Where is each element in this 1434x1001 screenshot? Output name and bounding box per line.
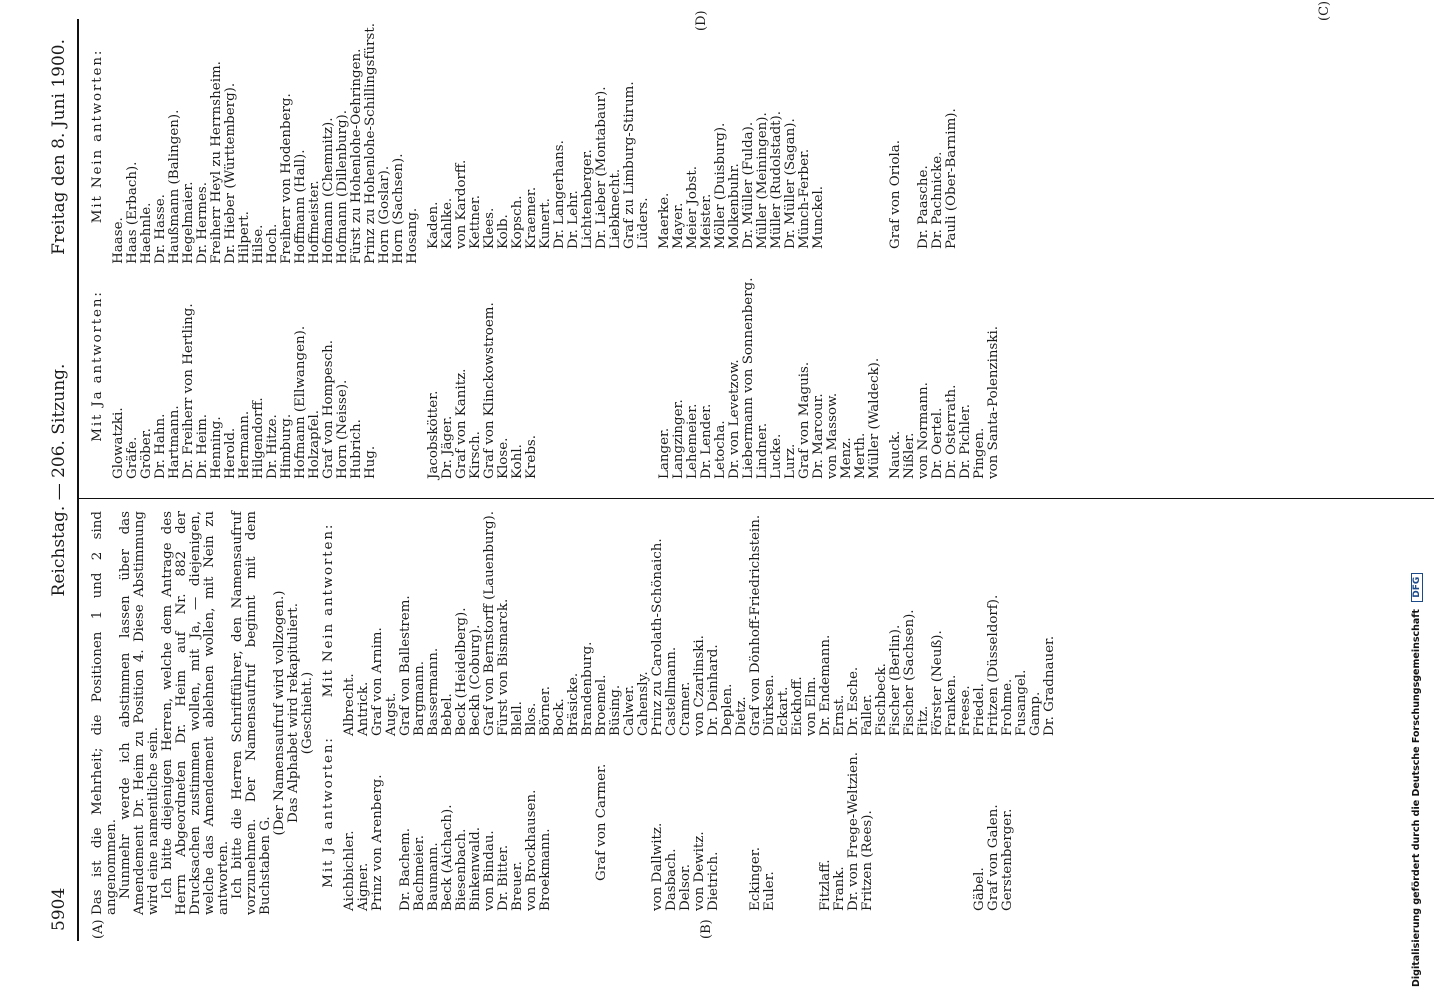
member-name: Gamp.	[1028, 691, 1043, 736]
nein-list-k	[427, 23, 651, 253]
margin-mark-b: (B)	[699, 919, 714, 939]
member-name: Fitz.	[916, 705, 931, 736]
member-name: Frank.	[832, 866, 847, 911]
member-name: Kraemer.	[524, 186, 539, 249]
header-date: Freitag den 8. Juni 1900.	[49, 39, 69, 255]
member-name: Kunert.	[538, 198, 553, 249]
member-name: Dr. Pachnicke.	[930, 151, 945, 249]
intro-paragraph-3: Ich bitte diejenigen Herren, welche dem Antrage des Herrn Abgeordneten Dr. Heim auf Nr. 882 der Drucksachen zustimmen wollen, mit Ja, — diejenigen, welche das Amendement ablehnen wollen, mit Nein zu antworten.	[160, 511, 231, 915]
member-name: Hosang.	[405, 207, 420, 264]
member-name: Haehnle.	[139, 202, 154, 264]
member-name: Merth.	[853, 432, 868, 479]
member-name: Klose.	[496, 437, 511, 479]
member-name: Freiherr Heyl zu Herrnsheim.	[209, 61, 224, 264]
member-name: Baumann.	[426, 842, 441, 911]
member-name: Horn (Neisse).	[335, 379, 350, 479]
member-name: Lurz.	[783, 443, 798, 479]
member-name: Fischbeck.	[874, 663, 889, 736]
ja-list-m	[658, 253, 882, 483]
member-name: Dietrich.	[706, 851, 721, 911]
alphabet-note: Das Alphabet wird rekapituliert.	[286, 603, 301, 823]
member-name: Kaden.	[426, 201, 441, 249]
member-name: Breuer.	[510, 861, 525, 911]
intro-paragraph-4: Ich bitte die Herren Schriftführer, den Namensaufruf vorzunehmen. Der Namensaufruf beginnt mit dem Buchstaben G.	[230, 511, 273, 915]
member-name: Dr. Jäger.	[440, 415, 455, 479]
member-name: Dr. Hitze.	[265, 414, 280, 479]
member-name: Dr. Lender.	[699, 403, 714, 479]
member-name: Nißler.	[902, 432, 917, 479]
member-name: Hilgendorff.	[251, 397, 266, 479]
member-name: Dr. Marcour.	[811, 393, 826, 479]
member-name: Dr. Deinhard.	[706, 644, 721, 736]
member-name: Blell.	[510, 701, 525, 736]
member-name: Dr. Paasche.	[916, 165, 931, 249]
member-name: Deplen.	[720, 683, 735, 736]
member-name: Pingen.	[972, 427, 987, 479]
member-name: Calwer.	[622, 684, 637, 736]
member-name: Franken.	[944, 674, 959, 736]
member-name: Lucke.	[769, 433, 784, 479]
member-name: Meier Jobst.	[685, 165, 700, 249]
member-name: Dr. Pichler.	[958, 404, 973, 479]
member-name	[903, 740, 917, 911]
member-name: Ernst.	[832, 694, 847, 736]
member-name: Fürst von Bismarck.	[496, 598, 511, 736]
member-name: Bräsicke.	[566, 672, 581, 736]
member-name: Dr. Osterrath.	[944, 384, 959, 479]
member-name: Dr. Hieber (Württemberg).	[223, 82, 238, 264]
done-note: (Geschieht.)	[300, 671, 315, 755]
member-name: Müller (Waldeck).	[867, 357, 882, 479]
nein-list-left	[343, 511, 1057, 740]
member-name: Dr. Hermes.	[195, 181, 210, 264]
member-name: Gröber.	[139, 428, 154, 479]
member-name: Dürksen.	[762, 674, 777, 736]
member-name: Molkenbuhr.	[727, 163, 742, 249]
member-name: Hilse.	[251, 224, 266, 264]
member-name: Langer.	[657, 427, 672, 479]
member-name: Dr. Lieber (Montabaur).	[594, 86, 609, 249]
nein-list-n	[889, 23, 1001, 253]
member-name: Eickhoff.	[790, 676, 805, 736]
member-name: Graf von Carmer.	[594, 763, 609, 881]
member-name: Antrick.	[356, 681, 371, 736]
member-name: Freese.	[958, 685, 973, 736]
member-name: Letocha.	[713, 420, 728, 479]
member-name: Dr. Endemann.	[818, 634, 833, 736]
member-name: Dr. Hasse.	[153, 194, 168, 264]
member-name: Aigner.	[356, 862, 371, 911]
ja-list-k	[427, 253, 651, 483]
vote-group-m	[658, 23, 882, 483]
member-name: von Bindau.	[482, 830, 497, 911]
member-name: Beck (Aichach).	[440, 804, 455, 911]
member-name: Aichbichler.	[342, 830, 357, 911]
member-name	[931, 740, 945, 911]
member-name: Broekmann.	[538, 828, 553, 911]
member-name: Castellmann.	[664, 646, 679, 736]
member-name: Beckh (Coburg).	[468, 624, 483, 736]
member-name: Graf von Kanitz.	[454, 368, 469, 479]
member-name: Dr. Hahn.	[153, 413, 168, 479]
member-name: Dr. Esche.	[846, 666, 861, 736]
member-name: Fischer (Sachsen).	[902, 609, 917, 736]
member-name: Dr. Oertel.	[930, 407, 945, 479]
member-name: Herold.	[223, 427, 238, 479]
member-name	[637, 740, 651, 911]
member-name: Pauli (Ober-Barnim).	[944, 108, 959, 249]
member-name: Hoffmann (Hall).	[293, 149, 308, 264]
header-title: Reichstag. — 206. Sitzung.	[49, 363, 69, 597]
member-name	[791, 740, 805, 911]
member-name: Eckinger.	[748, 847, 763, 911]
member-name: Graf von Maguis.	[797, 361, 812, 479]
member-name: Gräfe.	[125, 436, 140, 479]
member-name	[875, 740, 889, 911]
member-name: Dasbach.	[664, 848, 679, 911]
vote-group-h	[112, 23, 420, 483]
member-name: Dr. Gradnauer.	[1042, 635, 1057, 736]
member-name: Graf von Bernstorff (Lauenburg).	[482, 511, 497, 736]
member-name: Möller (Duisburg).	[713, 122, 728, 249]
member-name: Cramer.	[678, 681, 693, 736]
member-name: Graf von Oriola.	[888, 139, 903, 249]
member-name	[903, 23, 917, 249]
member-name: Himburg.	[279, 413, 294, 479]
member-name: Dr. Lehr.	[566, 190, 581, 249]
member-name: von Dewitz.	[692, 831, 707, 911]
member-name: Börner.	[538, 685, 553, 736]
member-name: Prinz von Arenberg.	[370, 774, 385, 911]
member-name	[945, 740, 959, 911]
member-name: Euler.	[762, 871, 777, 911]
margin-mark-d: (D)	[694, 10, 709, 31]
footer-text: Digitalisierung gefördert durch die Deutsche Forschungsgemeinschaft	[1411, 609, 1422, 987]
member-name: Brandenburg.	[580, 641, 595, 736]
member-name: Graf zu Limburg-Stirum.	[622, 81, 637, 249]
member-name: Graf von Klinckowstroem.	[482, 302, 497, 479]
member-name: Maerke.	[657, 192, 672, 249]
intro-paragraph-2: Nunmehr werde ich abstimmen lassen über das Amendement Dr. Heim zu Position 4. Diese Abstimmung wird eine namentliche sein.	[118, 511, 161, 915]
vote-lists-left	[343, 511, 1057, 915]
member-name	[959, 740, 973, 911]
member-name: Büsing.	[608, 684, 623, 736]
member-name: Mayer.	[671, 202, 686, 249]
member-name: von Elm.	[804, 676, 819, 736]
header-rule	[77, 19, 79, 941]
member-name: Hilpert.	[237, 211, 252, 264]
footer-credit	[1411, 573, 1423, 987]
member-name: Müller (Meiningen).	[755, 112, 770, 249]
member-name: Förster (Neuß).	[930, 630, 945, 736]
member-name: von Brockhausen.	[524, 789, 539, 911]
member-name: Broemel.	[594, 674, 609, 736]
member-name: Augst.	[384, 692, 399, 736]
member-name: Lichtenberger.	[580, 149, 595, 249]
member-name: Fürst zu Hohenlohe-Oehringen.	[349, 48, 364, 264]
member-name: von Kardorff.	[454, 159, 469, 249]
right-column	[91, 23, 1001, 483]
member-name: Kohl.	[510, 444, 525, 479]
member-name: Kolb.	[496, 214, 511, 249]
member-name: Hofmann (Dillenburg).	[335, 110, 350, 264]
member-name: Freiherr von Hodenberg.	[279, 93, 294, 264]
member-name: Hofmann (Ellwangen).	[293, 325, 308, 479]
member-name: Hoch.	[265, 223, 280, 264]
member-name: Munckel.	[811, 185, 826, 249]
member-name: Haas (Erbach).	[125, 161, 140, 264]
member-name: Hartmann.	[167, 405, 182, 479]
member-name: Fritzen (Düsseldorf).	[986, 594, 1001, 736]
member-name: Fischer (Berlin).	[888, 624, 903, 736]
intro-paragraph-1: Das ist die Mehrheit; die Positionen 1 und 2 sind angenommen.	[90, 511, 119, 915]
member-name: Fritzen (Rees).	[860, 810, 875, 911]
column-divider	[79, 498, 1434, 499]
member-name: Bebel.	[440, 693, 455, 736]
left-column	[91, 511, 1057, 915]
member-name: Hermann.	[237, 410, 252, 479]
member-name: Beck (Heidelberg).	[454, 607, 469, 736]
member-name: Faller.	[860, 693, 875, 736]
member-name: Graf von Arnim.	[370, 627, 385, 736]
member-name: Dr. Müller (Sagan).	[783, 118, 798, 249]
member-name: Haase.	[111, 217, 126, 264]
ja-heading-left: Mit Ja antworten:	[321, 736, 336, 888]
member-name: Dr. Langerhans.	[552, 140, 567, 249]
member-name: Fusangel.	[1014, 669, 1029, 736]
member-name: Meister.	[699, 193, 714, 249]
member-name: Graf von Ballestrem.	[398, 595, 413, 736]
member-name: von Massow.	[825, 392, 840, 479]
nein-heading-left: Mit Nein antworten:	[321, 522, 336, 698]
member-name: Prinz zu Carolath-Schönaich.	[650, 538, 665, 736]
member-name: Dr. Bitter.	[496, 844, 511, 911]
member-name: Bargmann.	[412, 661, 427, 736]
member-name	[385, 740, 399, 911]
member-name: Fitzlaff.	[818, 859, 833, 911]
vote-group-n	[889, 23, 1001, 483]
member-name: Müller (Rudolstadt).	[769, 111, 784, 249]
member-name: Klees.	[482, 207, 497, 249]
member-name: Kopsch.	[510, 195, 525, 249]
member-name	[777, 740, 791, 911]
member-name: Horn (Sachsen).	[391, 153, 406, 264]
member-name: Dr. Bachem.	[398, 827, 413, 911]
member-name: Dr. Müller (Fulda).	[741, 121, 756, 249]
member-name	[623, 740, 637, 911]
member-name: von Czarlinski.	[692, 635, 707, 736]
member-name: Frohme.	[1000, 678, 1015, 736]
member-name: Graf von Galen.	[986, 804, 1001, 911]
member-name	[581, 740, 595, 911]
member-name: Henning.	[209, 416, 224, 479]
nein-list-m	[658, 23, 882, 253]
page-number: 5904	[49, 887, 69, 931]
member-name: Dietz.	[734, 696, 749, 736]
member-name	[889, 740, 903, 911]
member-name: von Normann.	[916, 382, 931, 479]
member-name: Albrecht.	[342, 673, 357, 736]
member-name: Lindner.	[755, 422, 770, 479]
page-header	[49, 29, 75, 931]
vote-headings-right	[91, 23, 105, 483]
member-name: Friedel.	[972, 683, 987, 736]
roll-call-note: (Der Namensaufruf wird vollzogen.)	[272, 590, 287, 836]
member-name	[735, 740, 749, 911]
member-name: Jacobskötter.	[426, 390, 441, 479]
member-name: Blos.	[524, 702, 539, 736]
member-name: Liebermann von Sonnenberg.	[741, 277, 756, 479]
member-name: Lehemeier.	[685, 403, 700, 479]
member-name: Liebknecht.	[608, 168, 623, 249]
member-name: Hug.	[363, 445, 378, 479]
member-name: Graf von Hompesch.	[321, 340, 336, 479]
member-name: Lüders.	[636, 197, 651, 249]
nein-heading-right: Mit Nein antworten:	[90, 48, 105, 224]
member-name: Langzinger.	[671, 399, 686, 479]
member-name: Holzapfel.	[307, 409, 322, 479]
member-name: Menz.	[839, 437, 854, 479]
member-name: Eckart.	[776, 686, 791, 736]
member-name: Dr. Freiherr von Hertling.	[181, 303, 196, 479]
member-name: Nauck.	[888, 430, 903, 479]
member-name: Delsor.	[678, 863, 693, 911]
member-name: Münch-Ferber.	[797, 148, 812, 249]
ja-heading-right: Mit Ja antworten:	[90, 290, 105, 442]
member-name: Cahensly.	[636, 671, 651, 736]
member-name: von Santa-Polenzinski.	[986, 325, 1001, 479]
vote-headings-left	[322, 511, 336, 915]
nein-list-h	[112, 23, 420, 268]
member-name: Gäbel.	[972, 867, 987, 911]
member-name	[553, 740, 567, 911]
member-name: Bachmeier.	[412, 835, 427, 911]
ja-list-h	[112, 268, 420, 483]
member-name: Kirsch.	[468, 431, 483, 479]
member-name: Dr. Heim.	[195, 413, 210, 479]
member-name: Kettner.	[468, 194, 483, 249]
member-name	[609, 740, 623, 911]
margin-mark-c: (C)	[1317, 0, 1332, 21]
member-name: Hegelmaier.	[181, 181, 196, 264]
member-name	[567, 740, 581, 911]
vote-group-k	[427, 23, 651, 483]
member-name: Dr. von Levetzow.	[727, 359, 742, 479]
dfg-logo: DFG	[1411, 573, 1423, 602]
member-name: Hofmann (Chemnitz).	[321, 117, 336, 264]
ja-list-n	[889, 253, 1001, 483]
member-name: Kahlke.	[440, 197, 455, 249]
member-name: Hoffmeister.	[307, 180, 322, 264]
member-name: Bock.	[552, 698, 567, 736]
member-name: Gerstenberger.	[1000, 808, 1015, 911]
member-name	[917, 740, 931, 911]
member-name: Glowatzki.	[111, 407, 126, 479]
member-name: Binkenwald.	[468, 827, 483, 911]
member-name: Dr. von Frege-Weltzien.	[846, 752, 861, 911]
ja-list-left	[343, 740, 1057, 915]
member-name: Bassermann.	[426, 647, 441, 736]
member-name	[805, 740, 819, 911]
member-name: Biesenbach.	[454, 828, 469, 911]
member-name: Hubrich.	[349, 419, 364, 479]
member-name: von Dallwitz.	[650, 822, 665, 911]
member-name: Prinz zu Hohenlohe-Schillingsfürst.	[363, 23, 378, 264]
margin-mark-a: (A)	[91, 919, 106, 939]
member-name: Haußmann (Balingen).	[167, 109, 182, 264]
member-name: Krebs.	[524, 434, 539, 479]
member-name: Horn (Goslar).	[377, 165, 392, 264]
member-name	[721, 740, 735, 911]
member-name: Graf von Dönhoff-Friedrichstein.	[748, 514, 763, 736]
